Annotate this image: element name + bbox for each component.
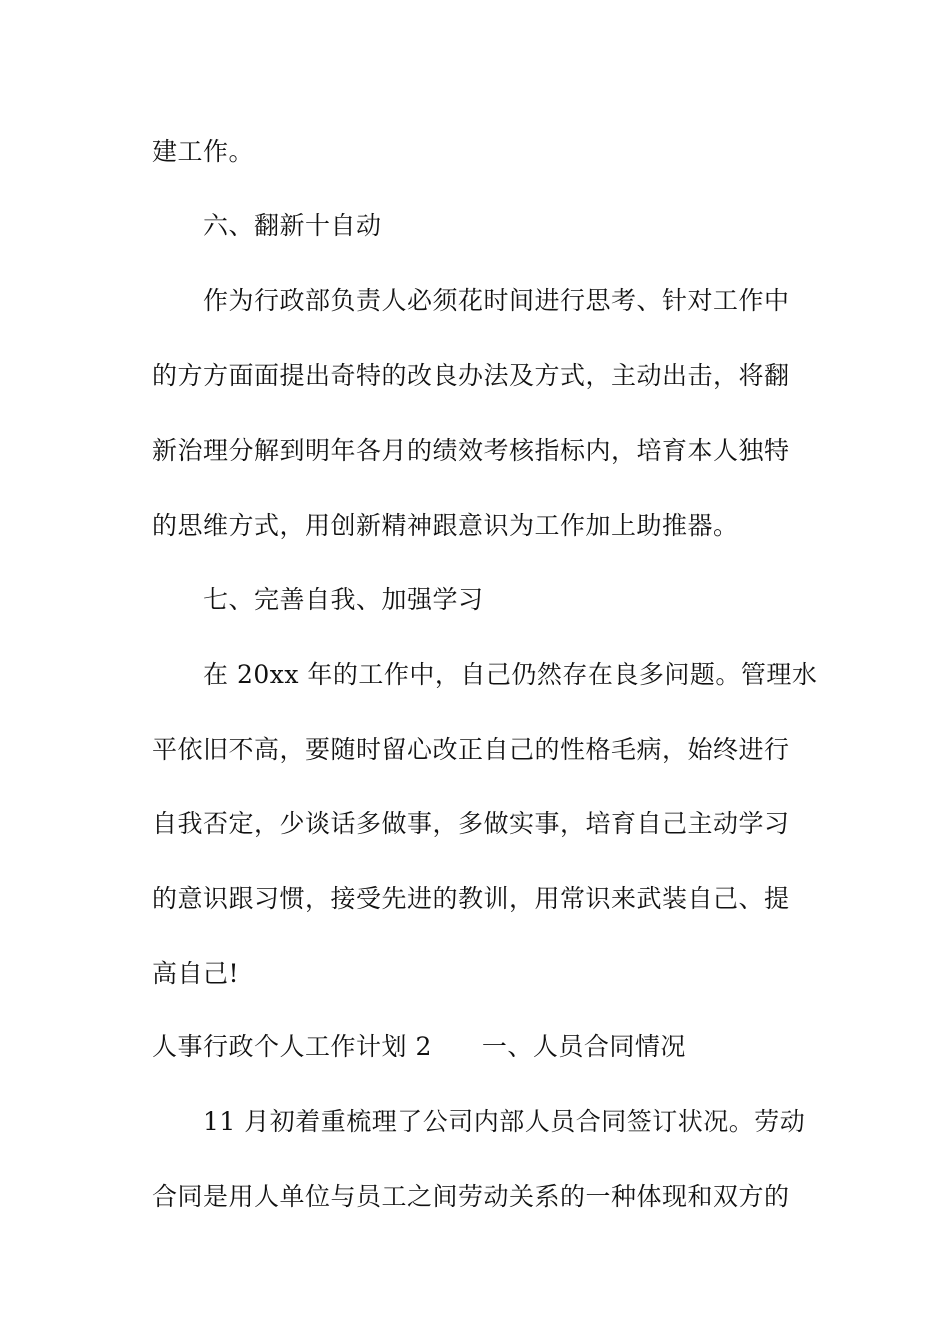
paragraph-line: 的思维方式，用创新精神跟意识为工作加上助推器。 <box>152 511 739 540</box>
paragraph-line: 自我否定，少谈话多做事，多做实事，培育自己主动学习 <box>152 809 790 838</box>
title-heading-line <box>152 1031 686 1063</box>
paragraph-line: 新治理分解到明年各月的绩效考核指标内，培育本人独特 <box>152 436 790 465</box>
section-heading: 六、翻新十自动 <box>203 211 382 240</box>
paragraph-line: 作为行政部负责人必须花时间进行思考、针对工作中 <box>203 286 790 315</box>
paragraph-line: 高自己! <box>152 959 240 988</box>
paragraph-line: 11 月初着重梳理了公司内部人员合同签订状况。劳动 <box>203 1107 806 1136</box>
paragraph-line: 建工作。 <box>152 137 255 166</box>
paragraph-line: 平依旧不高，要随时留心改正自己的性格毛病，始终进行 <box>152 735 790 764</box>
section-heading: 七、完善自我、加强学习 <box>203 585 484 614</box>
section-heading: 一、人员合同情况 <box>481 1032 686 1061</box>
paragraph-line: 的方方面面提出奇特的改良办法及方式，主动出击，将翻 <box>152 361 790 390</box>
paragraph-line: 在 20xx 年的工作中，自己仍然存在良多问题。管理水 <box>203 660 818 689</box>
paragraph-line: 合同是用人单位与员工之间劳动关系的一种体现和双方的 <box>152 1182 790 1211</box>
document-title: 人事行政个人工作计划 2 <box>152 1032 432 1061</box>
paragraph-line: 的意识跟习惯，接受先进的教训，用常识来武装自己、提 <box>152 884 790 913</box>
